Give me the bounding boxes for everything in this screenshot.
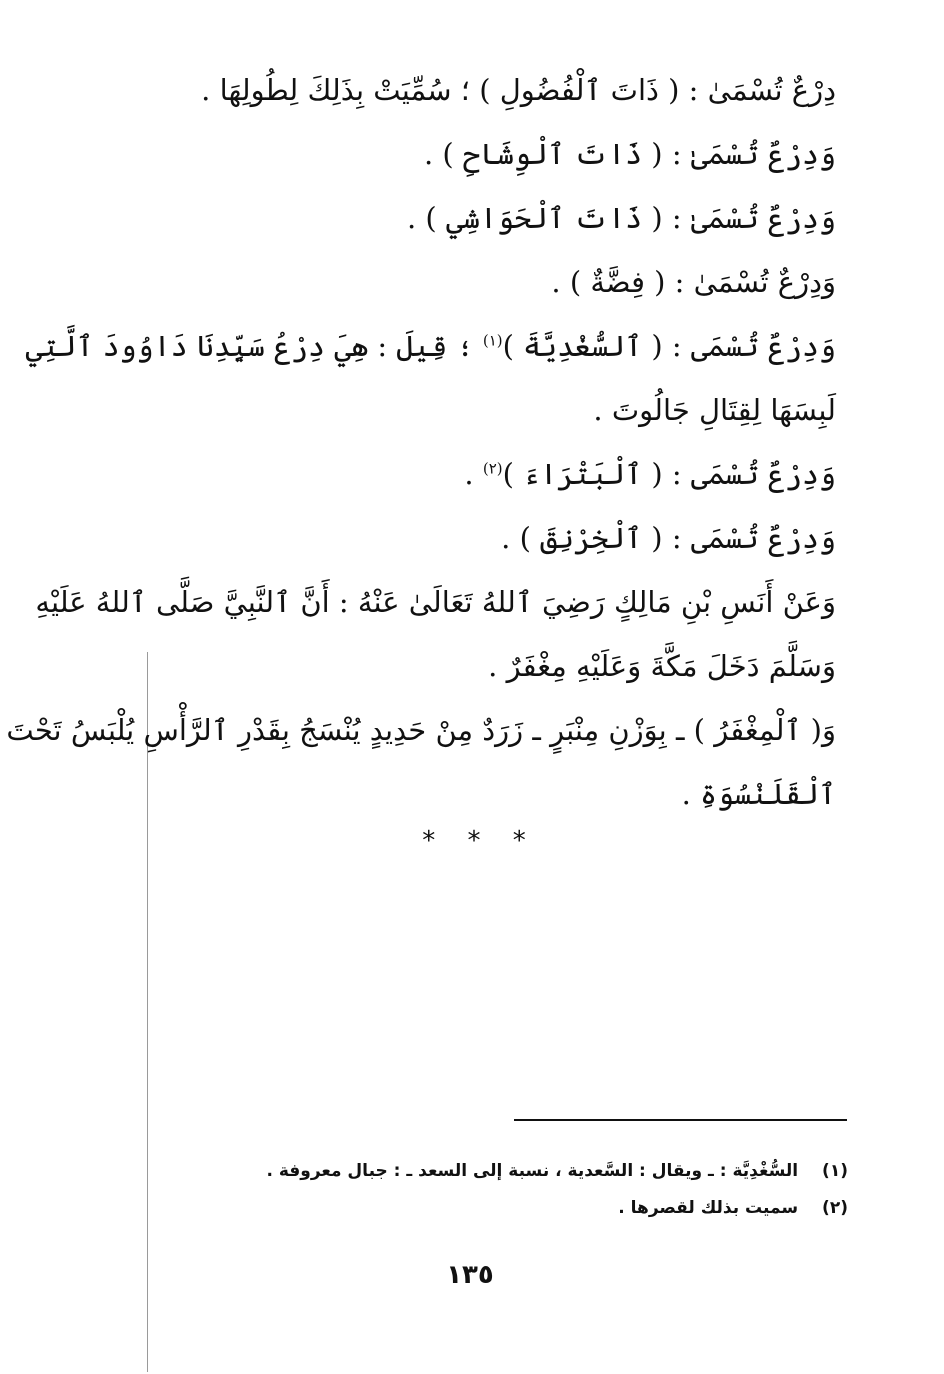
text-line: ٱلْقَلَنْسُوَةِ . (681, 777, 836, 811)
text-segment: وَدِرْعٌ تُسْمَى : ( ٱلسُّغْدِيَّةَ ) (502, 329, 836, 363)
footnote-item (200, 1153, 848, 1190)
section-separator: * * * (422, 826, 526, 856)
text-line: وَ( ٱلْمِغْفَرُ ) ـ بِوَزْنِ مِنْبَرٍ ـ زَرَدٌ مِنْ حَدِيدٍ يُنْسَجُ بِقَدْرِ ٱلرَّأْسِ يُلْبَسُ تَحْتَ (6, 713, 836, 747)
footnote-item (200, 1190, 848, 1227)
page-number: ١٣٥ (446, 1260, 494, 1290)
text-segment: . (464, 457, 474, 491)
text-line: وَدِرْعٌ تُسْمَىٰ : ( ذَاتَ ٱلْحَوَاشِي ) . (407, 201, 836, 235)
footnote-number: (٢) (822, 1198, 848, 1218)
text-line: وَسَلَّمَ دَخَلَ مَكَّةَ وَعَلَيْهِ مِغْفَرٌ . (488, 649, 836, 683)
footnote-text: السُّغْدِيَّة : ـ ويقال : السَّعدية ، نسبة إلى السعد ـ : جبال معروفة . (266, 1161, 799, 1181)
text-line: دِرْعٌ تُسْمَىٰ : ( ذَاتَ ٱلْفُضُولِ ) ؛ سُمِّيَتْ بِذَلِكَ لِطُولِهَا . (201, 73, 836, 107)
footnote-number: (١) (822, 1161, 848, 1181)
text-line: وَدِرْعٌ تُسْمَى : ( ٱلْخِرْنِقَ ) . (501, 521, 836, 555)
text-segment: وَدِرْعٌ تُسْمَى : ( ٱلْبَتْرَاءَ ) (502, 457, 836, 491)
main-text (6, 58, 836, 826)
text-line: وَدِرْعٌ تُسْمَىٰ : ( ذَاتَ ٱلْوِشَاحِ ) . (423, 137, 836, 171)
text-line: لَبِسَهَا لِقِتَالِ جَالُوتَ . (593, 393, 836, 427)
footnotes (200, 1153, 848, 1227)
text-line: وَدِرْعٌ تُسْمَىٰ : ( فِضَّةٌ ) . (551, 265, 836, 299)
text-line (25, 314, 836, 378)
footnote-text: سميت بذلك لقصرها . (618, 1198, 799, 1218)
footnote-ref-1[interactable]: (١) (482, 331, 503, 350)
text-segment: ؛ قِيلَ : هِيَ دِرْعُ سَيِّدِنَا دَاوُودَ ٱلَّتِي (25, 329, 474, 363)
footnote-ref-2[interactable]: (٢) (482, 459, 503, 478)
footnote-divider (514, 1119, 847, 1121)
text-line (96, 442, 836, 506)
text-line: وَعَنْ أَنَسِ بْنِ مَالِكٍ رَضِيَ ٱللهُ تَعَالَىٰ عَنْهُ : أَنَّ ٱلنَّبِيَّ صَلَّى ٱللهُ عَلَيْهِ (35, 585, 836, 619)
